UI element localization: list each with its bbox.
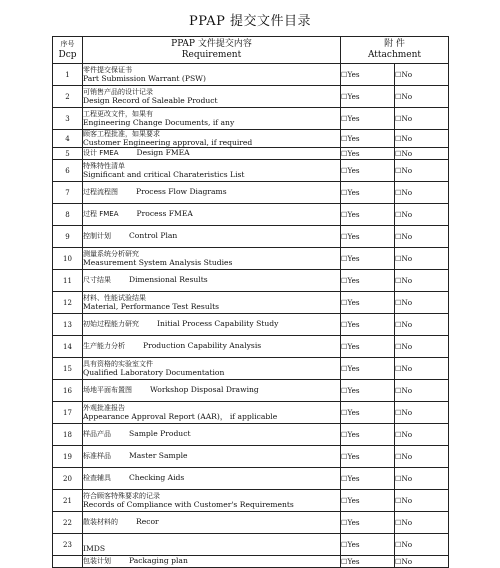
- row-number: 17: [53, 402, 83, 424]
- requirement-cell: [83, 148, 341, 160]
- requirement-en: Packaging plan: [129, 556, 188, 566]
- yes-checkbox[interactable]: ☐Yes: [341, 160, 395, 182]
- no-checkbox[interactable]: ☐No: [395, 248, 449, 270]
- requirement-cell: [83, 402, 341, 424]
- yes-checkbox[interactable]: ☐Yes: [341, 226, 395, 248]
- table-row: [53, 182, 449, 204]
- no-checkbox[interactable]: ☐No: [395, 270, 449, 292]
- no-checkbox[interactable]: ☐No: [395, 424, 449, 446]
- requirement-cn: 顾客工程批准，如果要求: [83, 130, 160, 138]
- table-row: [53, 64, 449, 86]
- requirement-en: Recor: [136, 517, 159, 527]
- yes-checkbox[interactable]: ☐Yes: [341, 86, 395, 108]
- attachment-header-cn: 附 件: [384, 39, 405, 49]
- no-checkbox[interactable]: ☐No: [395, 446, 449, 468]
- requirement-cell: [83, 446, 341, 468]
- yes-checkbox[interactable]: ☐Yes: [341, 402, 395, 424]
- no-checkbox[interactable]: ☐No: [395, 380, 449, 402]
- no-checkbox[interactable]: ☐No: [395, 556, 449, 568]
- table-row: [53, 402, 449, 424]
- no-checkbox[interactable]: ☐No: [395, 468, 449, 490]
- requirement-cn: 场地平面布置图: [83, 386, 132, 395]
- no-checkbox[interactable]: ☐No: [395, 402, 449, 424]
- table-row: [53, 336, 449, 358]
- requirement-cell: [83, 182, 341, 204]
- requirement-cell: [83, 314, 341, 336]
- requirement-cn: 包装计划: [83, 557, 111, 566]
- requirement-en: Significant and critical Charateristics List: [83, 169, 245, 179]
- no-checkbox[interactable]: ☐No: [395, 358, 449, 380]
- table-header-row: [53, 37, 449, 64]
- no-checkbox[interactable]: ☐No: [395, 108, 449, 130]
- requirement-en: Master Sample: [129, 451, 188, 461]
- table-row: [53, 512, 449, 534]
- table-row: [53, 424, 449, 446]
- requirement-en: Measurement System Analysis Studies: [83, 257, 233, 267]
- row-number: 21: [53, 490, 83, 512]
- page-title: PPAP 提交文件目录: [188, 14, 312, 29]
- requirement-cn: 特殊特性清单: [83, 162, 125, 171]
- content-header-en: Requirement: [181, 50, 242, 60]
- requirement-cn: 控制计划: [83, 232, 111, 241]
- requirement-en: Dimensional Results: [129, 275, 208, 285]
- no-checkbox[interactable]: ☐No: [395, 490, 449, 512]
- table-row: [53, 204, 449, 226]
- row-number: 1: [53, 64, 83, 86]
- yes-checkbox[interactable]: ☐Yes: [341, 292, 395, 314]
- row-number: 23: [53, 534, 83, 556]
- requirement-cell: [83, 556, 341, 568]
- yes-checkbox[interactable]: ☐Yes: [341, 130, 395, 148]
- row-number: 20: [53, 468, 83, 490]
- no-checkbox[interactable]: ☐No: [395, 336, 449, 358]
- table-row: [53, 534, 449, 556]
- requirement-cn: 样品产品: [83, 430, 111, 439]
- row-number: 19: [53, 446, 83, 468]
- row-number: 15: [53, 358, 83, 380]
- requirement-cn: 工程更改文件，如果有: [83, 109, 153, 118]
- attachment-header: [341, 37, 449, 64]
- yes-checkbox[interactable]: ☐Yes: [341, 424, 395, 446]
- no-checkbox[interactable]: ☐No: [395, 148, 449, 160]
- yes-checkbox[interactable]: ☐Yes: [341, 314, 395, 336]
- yes-checkbox[interactable]: ☐Yes: [341, 534, 395, 556]
- requirement-cn: 测量系统分析研究: [83, 250, 139, 259]
- requirement-en: Design FMEA: [136, 148, 190, 158]
- yes-checkbox[interactable]: ☐Yes: [341, 512, 395, 534]
- yes-checkbox[interactable]: ☐Yes: [341, 148, 395, 160]
- yes-checkbox[interactable]: ☐Yes: [341, 556, 395, 568]
- requirement-cell: [83, 226, 341, 248]
- requirement-en: Design Record of Saleable Product: [83, 95, 218, 105]
- requirement-cn: 尺寸结果: [83, 276, 111, 285]
- yes-checkbox[interactable]: ☐Yes: [341, 270, 395, 292]
- requirement-cell: [83, 270, 341, 292]
- table-row: [53, 130, 449, 148]
- requirement-cell: [83, 108, 341, 130]
- yes-checkbox[interactable]: ☐Yes: [341, 182, 395, 204]
- ppap-document-table: [52, 36, 449, 568]
- row-number: 7: [53, 182, 83, 204]
- requirement-cn: 零件提交保证书: [83, 65, 132, 74]
- row-number: 13: [53, 314, 83, 336]
- row-number: 4: [53, 130, 83, 148]
- yes-checkbox[interactable]: ☐Yes: [341, 380, 395, 402]
- yes-checkbox[interactable]: ☐Yes: [341, 358, 395, 380]
- yes-checkbox[interactable]: ☐Yes: [341, 446, 395, 468]
- requirement-cell: [83, 424, 341, 446]
- requirement-en: Sample Product: [129, 429, 191, 439]
- requirement-cell: [83, 468, 341, 490]
- row-number: 9: [53, 226, 83, 248]
- row-number: 22: [53, 512, 83, 534]
- requirement-en: IMDS: [83, 543, 106, 553]
- requirement-cn: 生产能力分析: [83, 342, 125, 351]
- requirement-en: Engineering Change Documents, if any: [83, 117, 235, 127]
- yes-checkbox[interactable]: ☐Yes: [341, 336, 395, 358]
- requirement-cn: 外观批准报告: [83, 404, 125, 413]
- table-row: [53, 292, 449, 314]
- yes-checkbox[interactable]: ☐Yes: [341, 204, 395, 226]
- row-number: 6: [53, 160, 83, 182]
- no-checkbox[interactable]: ☐No: [395, 534, 449, 556]
- requirement-cn: 初始过程能力研究: [83, 320, 139, 329]
- no-checkbox[interactable]: ☐No: [395, 130, 449, 148]
- yes-checkbox[interactable]: ☐Yes: [341, 64, 395, 86]
- no-checkbox[interactable]: ☐No: [395, 86, 449, 108]
- table-row: [53, 248, 449, 270]
- no-checkbox[interactable]: ☐No: [395, 292, 449, 314]
- requirement-en: Control Plan: [129, 231, 178, 241]
- row-number: 10: [53, 248, 83, 270]
- requirement-cn: 可销售产品的设计记录: [83, 87, 153, 96]
- requirement-cn: 设计 FMEA: [83, 149, 119, 158]
- row-number: 5: [53, 148, 83, 160]
- row-number: 12: [53, 292, 83, 314]
- requirement-cn: 过程流程图: [83, 188, 118, 197]
- requirement-en: Initial Process Capability Study: [157, 319, 279, 329]
- row-number: 14: [53, 336, 83, 358]
- table-row: [53, 446, 449, 468]
- content-header-cn: PPAP 文件提交内容: [171, 39, 252, 49]
- row-number: 8: [53, 204, 83, 226]
- requirement-cn: 检查辅具: [83, 474, 111, 483]
- requirement-cell: [83, 248, 341, 270]
- row-number: 3: [53, 108, 83, 130]
- requirement-en: Process Flow Diagrams: [136, 187, 227, 197]
- no-checkbox[interactable]: ☐No: [395, 64, 449, 86]
- yes-checkbox[interactable]: ☐Yes: [341, 108, 395, 130]
- requirement-cell: [83, 204, 341, 226]
- row-number: 2: [53, 86, 83, 108]
- requirement-en: Workshop Disposal Drawing: [150, 385, 259, 395]
- requirement-cell: [83, 490, 341, 512]
- no-checkbox[interactable]: ☐No: [395, 226, 449, 248]
- requirement-cell: [83, 292, 341, 314]
- table-row: [53, 108, 449, 130]
- table-row: [53, 556, 449, 568]
- requirement-en: Appearance Approval Report (AAR)， if applicable: [83, 411, 278, 421]
- requirement-en: Customer Engineering approval, if required: [83, 137, 253, 147]
- table-row: [53, 468, 449, 490]
- seq-header-en: Dcp: [58, 50, 77, 60]
- requirement-cn: 符合顾客特殊要求的记录: [83, 492, 160, 501]
- no-checkbox[interactable]: ☐No: [395, 182, 449, 204]
- requirement-en: Records of Compliance with Customer's Requirements: [83, 499, 294, 509]
- row-number: 16: [53, 380, 83, 402]
- requirement-cell: [83, 358, 341, 380]
- no-checkbox[interactable]: ☐No: [395, 160, 449, 182]
- no-checkbox[interactable]: ☐No: [395, 204, 449, 226]
- requirement-cell: [83, 534, 341, 556]
- requirement-cell: [83, 130, 341, 148]
- requirement-en: Process FMEA: [136, 209, 193, 219]
- table-row: [53, 358, 449, 380]
- no-checkbox[interactable]: ☐No: [395, 314, 449, 336]
- table-row: [53, 314, 449, 336]
- table-body: [53, 64, 449, 568]
- requirement-cell: [83, 512, 341, 534]
- requirement-en: Material, Performance Test Results: [83, 301, 220, 311]
- content-header: [83, 37, 341, 64]
- requirement-en: Checking Aids: [129, 473, 185, 483]
- requirement-cn: 具有资格的实验室文件: [83, 360, 153, 369]
- requirement-en: Part Submission Warrant (PSW): [83, 73, 206, 83]
- table-row: [53, 270, 449, 292]
- requirement-cn: 标准样品: [83, 452, 111, 461]
- requirement-cell: [83, 336, 341, 358]
- requirement-cn: 材料、性能试验结果: [83, 294, 146, 303]
- requirement-cn: 散装材料的: [83, 518, 118, 527]
- table-row: [53, 86, 449, 108]
- yes-checkbox[interactable]: ☐Yes: [341, 248, 395, 270]
- table-row: [53, 490, 449, 512]
- requirement-cell: [83, 86, 341, 108]
- table-row: [53, 226, 449, 248]
- row-number: [53, 556, 83, 568]
- no-checkbox[interactable]: ☐No: [395, 512, 449, 534]
- requirement-cn: 过程 FMEA: [83, 210, 119, 219]
- table-row: [53, 148, 449, 160]
- requirement-en: Production Capability Analysis: [143, 341, 262, 351]
- table-row: [53, 160, 449, 182]
- row-number: 18: [53, 424, 83, 446]
- requirement-cell: [83, 380, 341, 402]
- table-row: [53, 380, 449, 402]
- requirement-en: Qualified Laboratory Documentation: [83, 367, 225, 377]
- requirement-cell: [83, 160, 341, 182]
- requirement-cell: [83, 64, 341, 86]
- seq-header-cn: 序号: [60, 40, 75, 48]
- row-number: 11: [53, 270, 83, 292]
- yes-checkbox[interactable]: ☐Yes: [341, 490, 395, 512]
- attachment-header-en: Attachment: [367, 50, 422, 60]
- seq-header: [53, 37, 83, 64]
- yes-checkbox[interactable]: ☐Yes: [341, 468, 395, 490]
